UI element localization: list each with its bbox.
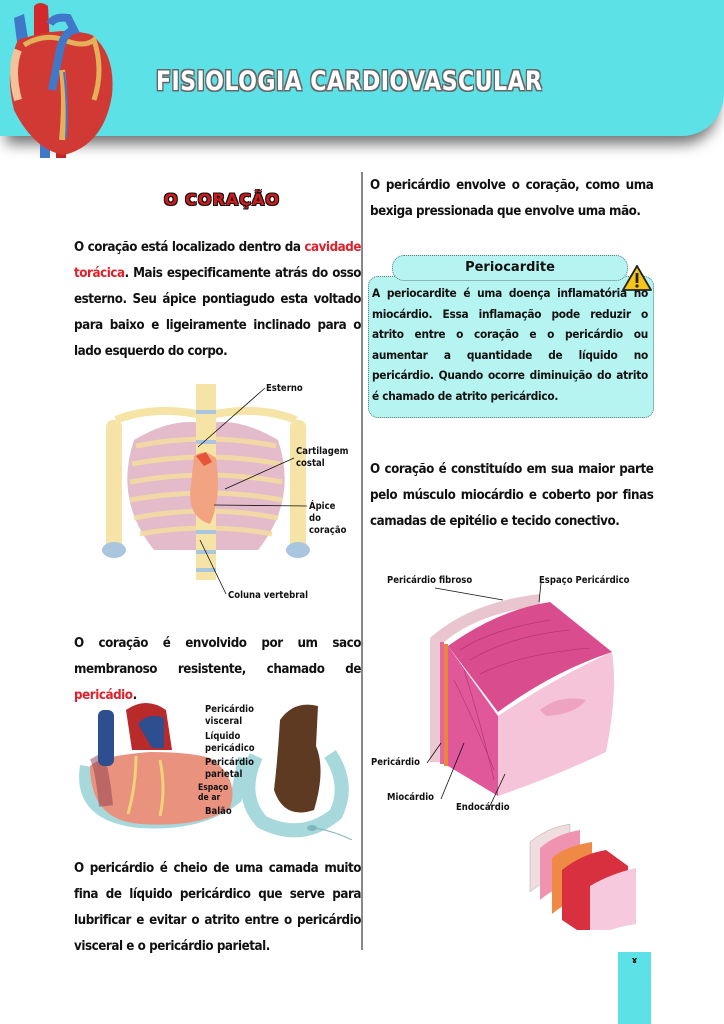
label-balao: Balão <box>205 806 232 817</box>
label-cartilagem-costal: Cartilagem costal <box>296 446 349 469</box>
section-title: O CORAÇÃO <box>164 190 280 209</box>
page-number: ɤ <box>631 956 638 966</box>
exploded-layers-illustration <box>528 820 640 930</box>
label-coluna-vertebral: Coluna vertebral <box>228 590 309 601</box>
label-espaco-de-ar: Espaço de ar <box>198 783 229 803</box>
label-apice-do-coracao: Ápice do coração <box>309 501 347 536</box>
callout-body: A periocardite é uma doença inflamatória no miocárdio. Essa inflamação pode reduzir o atrito entre o coração e o pericárdio ou aumentar a quantidade de líquido no pericárdio. Quando ocorre diminuição do atrito é chamado de atrito pericárdico. <box>372 286 648 403</box>
label-espaco-pericardico: Espaço Pericárdico <box>539 575 630 586</box>
pericardium-paragraph: O coração é envolvido por um saco membranoso resistente, chamado de pericádio. <box>74 636 362 703</box>
label-pericardio-visceral: Pericárdio visceral <box>205 704 254 727</box>
label-pericardio-parietal: Pericárdio parietal <box>205 757 254 780</box>
page-number-tab <box>618 952 651 1024</box>
pericardial-fluid-paragraph: O pericárdio é cheio de uma camada muito fina de líquido pericárdico que serve para lubrificar e evitar o atrito entre o pericárdio visceral e o pericárdio parietal. <box>74 861 362 954</box>
label-endocardio: Endocárdio <box>456 802 510 813</box>
label-esterno: Esterno <box>266 383 303 394</box>
callout-title: Periocardite <box>392 255 628 281</box>
label-pericardio: Pericárdio <box>371 757 420 768</box>
label-liquido-pericadico: Líquido pericádico <box>205 731 255 754</box>
balloon-analogy-paragraph: O pericárdio envolve o coração, como uma bexiga pressionada que envolve uma mão. <box>370 178 654 219</box>
page-title: FISIOLOGIA CARDIOVASCULAR <box>156 66 543 97</box>
intro-paragraph: O coração está localizado dentro da cavidade torácica. Mais especificamente atrás do osso esterno. Seu ápice pontiagudo esta voltado para baixo e ligeiramente inclinado para o lado esquerdo do corpo. <box>74 240 362 359</box>
label-pericardio-fibroso: Pericárdio fibroso <box>387 575 473 586</box>
highlight-term: pericádio <box>74 688 133 703</box>
label-miocardio: Miocárdio <box>387 792 435 803</box>
highlight-term: cavidade torácica <box>74 240 362 281</box>
myocardium-paragraph: O coração é constituído em sua maior parte pelo músculo miocárdio e coberto por finas camadas de epitélio e tecido conectivo. <box>370 462 654 529</box>
